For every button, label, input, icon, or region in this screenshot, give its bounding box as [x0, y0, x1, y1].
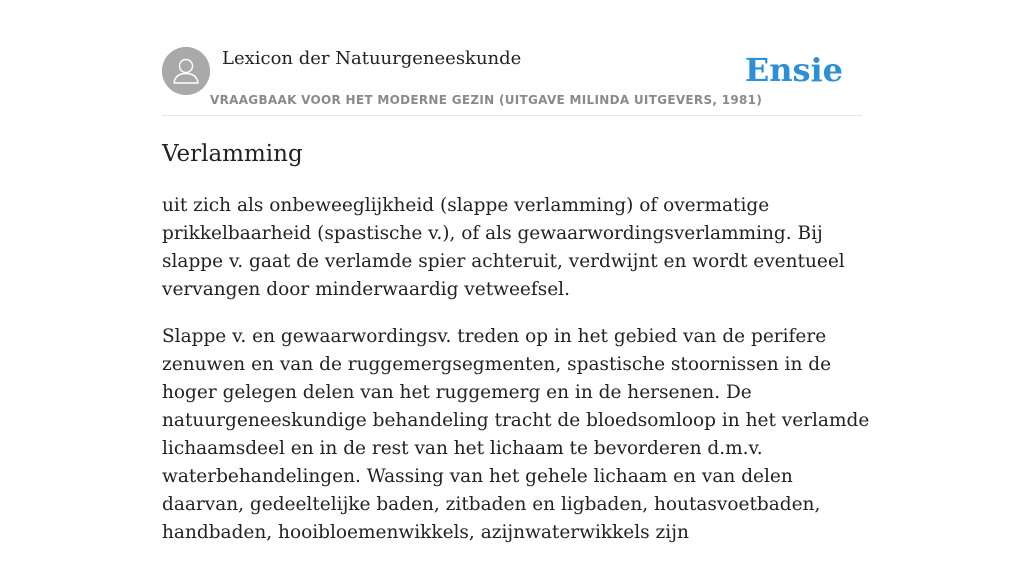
- article-paragraph: uit zich als onbeweeglijkheid (slappe verlamming) of overmatige prikkelbaarheid (spastische v.), of als gewaarwordingsverlamming. Bij slappe v. gaat de verlamde spier achteruit, verdwijnt en wordt eventueel vervangen door minderwaardig vetweefsel.: [162, 195, 845, 300]
- article-body: [162, 192, 874, 566]
- source-header: [162, 46, 862, 116]
- brand-logo[interactable]: Ensie: [744, 51, 843, 89]
- source-subtitle: VRAAGBAAK VOOR HET MODERNE GEZIN (UITGAVE MILINDA UITGEVERS, 1981): [210, 93, 763, 107]
- user-silhouette-icon[interactable]: [162, 47, 210, 95]
- source-title[interactable]: Lexicon der Natuurgeneeskunde: [222, 48, 522, 69]
- article-paragraph: Slappe v. en gewaarwordingsv. treden op in het gebied van de perifere zenuwen en van de ruggemergsegmenten, spastische stoornissen in de hoger gelegen delen van het ruggemerg en in de hersenen. De natuurgeneeskundige behandeling tracht de bloedsomloop in het verlamde lichaamsdeel en in de rest van het lichaam te bevorderen d.m.v. waterbehandelingen. Wassing van het gehele lichaam en van delen daarvan, gedeeltelijke baden, zitbaden en ligbaden, houtasvoetbaden, handbaden, hooibloemenwikkels, azijnwaterwikkels zijn: [162, 326, 870, 543]
- article-title: Verlamming: [162, 141, 303, 167]
